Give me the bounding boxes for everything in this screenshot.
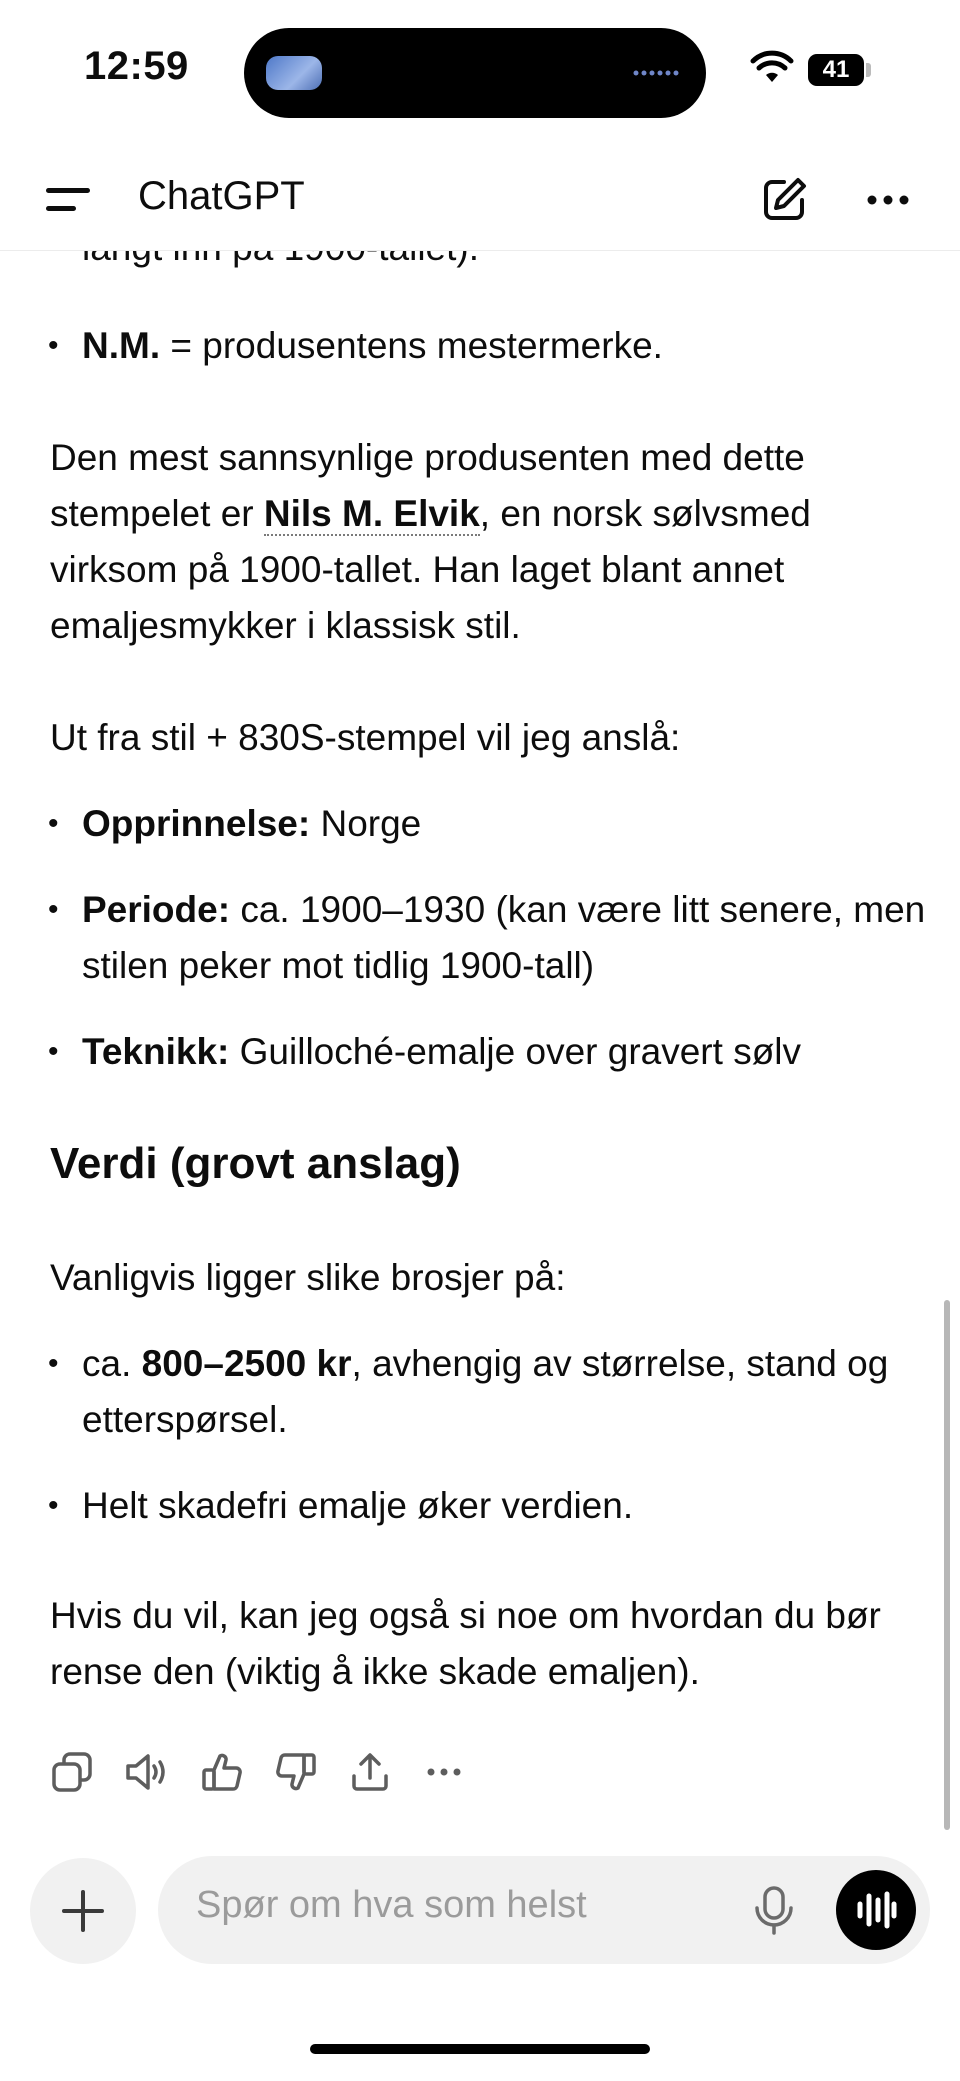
list-item-label: Periode:: [82, 889, 231, 930]
list-item-text: , avhengig av størrelse, stand og etterspørsel.: [82, 1343, 889, 1440]
new-chat-icon[interactable]: [758, 174, 810, 226]
voice-waveform-icon: [836, 1870, 916, 1950]
app-title[interactable]: ChatGPT: [138, 174, 305, 218]
top-nav: [0, 150, 960, 251]
producer-link[interactable]: Nils M. Elvik: [263, 493, 480, 534]
price-range: 800–2500 kr: [141, 1343, 352, 1384]
add-attachment-button[interactable]: [30, 1858, 136, 1964]
producer-paragraph: [50, 430, 930, 654]
status-time: 12:59: [84, 44, 189, 88]
dynamic-island[interactable]: [244, 28, 706, 118]
list-item-label: N.M.: [82, 325, 161, 366]
list-item-text: Norge: [310, 803, 422, 844]
bullet-dot: •: [48, 807, 59, 840]
audio-waveform-icon: [632, 68, 680, 78]
copy-icon[interactable]: [50, 1750, 94, 1794]
microphone-icon[interactable]: [746, 1882, 802, 1938]
bullet-dot: •: [48, 1347, 59, 1380]
paragraph-text: , en norsk sølvsmed virksom på 1900-tallet. Han laget blant annet emaljesmykker i klassisk stil.: [50, 493, 811, 646]
value-intro: Vanligvis ligger slike brosjer på:: [50, 1257, 566, 1298]
read-aloud-icon[interactable]: [124, 1750, 168, 1794]
message-input[interactable]: [158, 1856, 930, 1964]
live-activity-thumbnail: [266, 56, 322, 90]
estimate-intro: Ut fra stil + 830S-stempel vil jeg anslå:: [50, 717, 681, 758]
list-item-text: Helt skadefri emalje øker verdien.: [82, 1485, 634, 1526]
scrollbar[interactable]: [944, 1300, 950, 1830]
more-actions-icon[interactable]: [422, 1750, 466, 1794]
more-options-icon[interactable]: [864, 182, 912, 218]
list-item-text: Guilloché-emalje over gravert sølv: [229, 1031, 802, 1072]
sidebar-menu-icon[interactable]: [44, 180, 94, 220]
wifi-icon: [752, 52, 792, 84]
paragraph-text: Den mest sannsynlige produsenten med dette stempelet er: [50, 437, 805, 534]
bullet-dot: •: [48, 1489, 59, 1522]
section-heading: Verdi (grovt anslag): [50, 1139, 461, 1188]
bullet-dot: •: [48, 893, 59, 926]
battery-indicator: 41: [808, 54, 864, 86]
list-item-text: ca. 1900–1930 (kan være litt senere, men stilen peker mot tidlig 1900-tall): [82, 889, 926, 986]
list-item-label: Teknikk:: [82, 1031, 230, 1072]
list-item-label: Opprinnelse:: [82, 803, 311, 844]
list-item-text: = produsentens mestermerke.: [160, 325, 663, 366]
list-item-prefix: ca.: [82, 1343, 142, 1384]
thumbs-down-icon[interactable]: [274, 1750, 318, 1794]
input-placeholder[interactable]: Spør om hva som helst: [196, 1884, 587, 1926]
voice-mode-button[interactable]: [836, 1870, 916, 1950]
status-bar: [0, 0, 960, 140]
bullet-dot: •: [48, 329, 59, 362]
home-indicator[interactable]: [310, 2044, 650, 2054]
bullet-dot: •: [48, 1035, 59, 1068]
thumbs-up-icon[interactable]: [200, 1750, 244, 1794]
share-icon[interactable]: [348, 1750, 392, 1794]
plus-icon: [30, 1858, 136, 1964]
chat-message-area: [0, 250, 960, 1840]
closing-paragraph: Hvis du vil, kan jeg også si noe om hvordan du bør rense den (viktig å ikke skade emaljen).: [50, 1595, 881, 1692]
battery-tip: [866, 63, 871, 77]
